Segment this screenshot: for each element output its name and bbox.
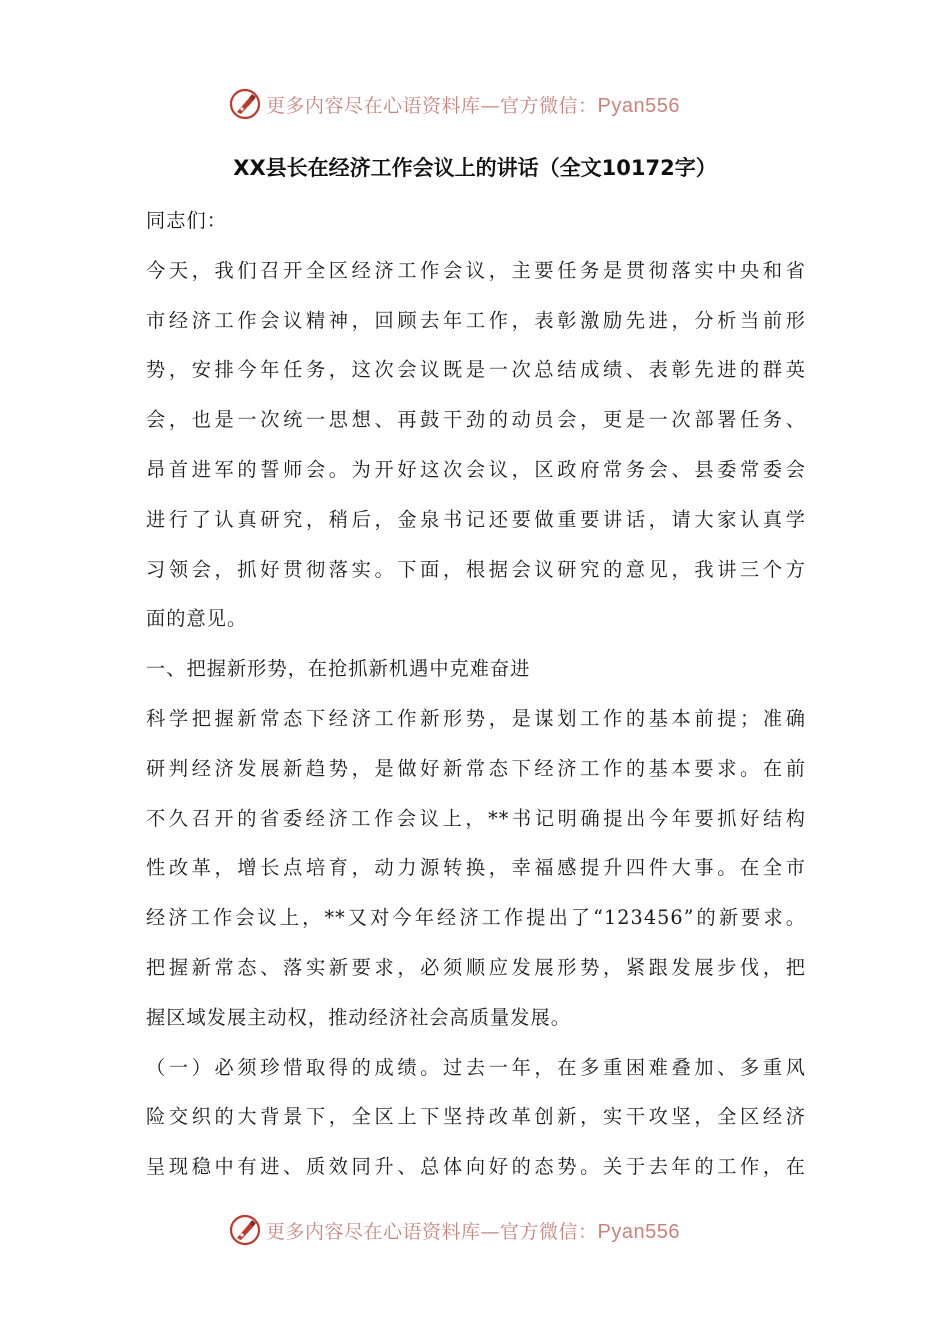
wechat-id: Pyan556 [597,1220,680,1243]
section-heading: 一、把握新形势，在抢抓新机遇中克难奋进 [146,657,531,681]
paragraph-line: 不久召开的省委经济工作会议上，**书记明确提出今年要抓好结构 [146,806,806,830]
paragraph-line: 研判经济发展新趋势，是做好新常态下经济工作的基本要求。在前 [146,756,806,780]
document-title: XX县长在经济工作会议上的讲话（全文10172字） [233,156,717,180]
banner-text: 更多内容尽在心语资料库—官方微信： [266,94,598,117]
paragraph-line: 今天，我们召开全区经济工作会议，主要任务是贯彻落实中央和省 [146,258,806,282]
banner-text: 更多内容尽在心语资料库—官方微信： [266,1220,598,1243]
paragraph-line: 性改革，增长点培育，动力源转换，幸福感提升四件大事。在全市 [146,856,806,880]
paragraph-line: 握区域发展主动权，推动经济社会高质量发展。 [146,1005,571,1029]
paragraph-line: 呈现稳中有进、质效同升、总体向好的态势。关于去年的工作，在 [146,1155,806,1179]
paragraph-line: 进行了认真研究，稍后，金泉书记还要做重要讲话，请大家认真学 [146,507,806,531]
footer-banner [228,1210,748,1250]
pen-nib-logo-icon [228,1213,262,1247]
salutation-line: 同志们： [146,209,227,232]
paragraph-line: 势，安排今年任务，这次会议既是一次总结成绩、表彰先进的群英 [146,358,806,382]
paragraph-line: 会，也是一次统一思想、再鼓干劲的动员会，更是一次部署任务、 [146,408,806,432]
paragraph-line: 面的意见。 [146,607,248,631]
paragraph-line: 市经济工作会议精神，回顾去年工作，表彰激励先进，分析当前形 [146,308,806,332]
header-banner [228,84,748,124]
paragraph-line: 科学把握新常态下经济工作新形势，是谋划工作的基本前提；准确 [146,706,806,730]
wechat-id: Pyan556 [597,94,680,117]
pen-nib-logo-icon [228,87,262,121]
paragraph-line: 习领会，抓好贯彻落实。下面，根据会议研究的意见，我讲三个方 [146,557,806,581]
document-body [146,196,806,1192]
paragraph-line: 把握新常态、落实新要求，必须顺应发展形势，紧跟发展步伐，把 [146,955,806,979]
paragraph-line: 险交织的大背景下，全区上下坚持改革创新，实干攻坚，全区经济 [146,1105,806,1129]
paragraph-line: 昂首进军的誓师会。为开好这次会议，区政府常务会、县委常委会 [146,457,806,481]
paragraph-line: （一）必须珍惜取得的成绩。过去一年，在多重困难叠加、多重风 [146,1055,806,1079]
paragraph-line: 经济工作会议上，**又对今年经济工作提出了“123456”的新要求。 [146,906,806,930]
